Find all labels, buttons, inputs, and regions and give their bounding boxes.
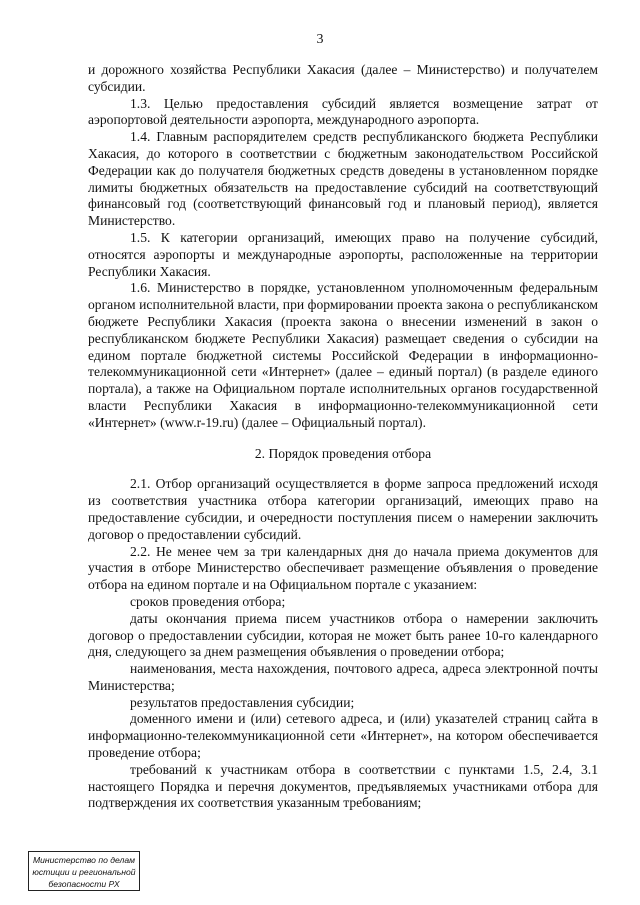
- list-item-results: результатов предоставления субсидии;: [130, 694, 355, 710]
- page-number: 3: [316, 32, 324, 47]
- document-body: [88, 62, 598, 812]
- list-item-domain: доменного имени и (или) сетевого адреса, и (или) указателей страниц сайта в информационно-телекоммуникационной сети «Интернет», на котором обеспечивается проведение отбора;: [88, 711, 598, 761]
- list-item-end-date: даты окончания приема писем участников отбора о намерении заключить договор о предоставлении субсидии, которая не может быть ранее 10-го календарного дня, следующего за днем размещения объявления о проведении отбора;: [88, 610, 598, 660]
- stamp-line-2: юстиции и региональной: [32, 867, 136, 877]
- stamp-line-3: безопасности РХ: [48, 879, 120, 889]
- paragraph-continuation: и дорожного хозяйства Республики Хакасия (далее – Министерство) и получателем субсидии.: [88, 62, 598, 94]
- section-heading: 2. Порядок проведения отбора: [254, 445, 432, 461]
- paragraph-1-5: 1.5. К категории организаций, имеющих право на получение субсидий, относятся аэропорты и международные аэропорты, расположенные на территории Республики Хакасия.: [88, 229, 598, 279]
- paragraph-1-6: 1.6. Министерство в порядке, установленном уполномоченным федеральным органом исполнительной власти, при формировании проекта закона о республиканском бюджете Республики Хакасия (проекта закона о внесении изменений в закон о республиканском бюджете Республики Хакасия) размещает сведения о субсидии на едином портале бюджетной системы Российской Федерации в информационно-телекоммуникационной сети «Интернет» (далее – единый портал) (в разделе единого портала), а также на Официальном портале исполнительных органов государственной власти Республики Хакасия в информационно-телекоммуникационной сети «Интернет» (www.r-19.ru) (далее – Официальный портал).: [88, 280, 598, 430]
- paragraph-2-2: 2.2. Не менее чем за три календарных дня до начала приема документов для участия в отборе Министерство обеспечивает размещение объявления о проведение отбора на едином портале и на Официальном портале с указанием:: [88, 543, 598, 593]
- ministry-stamp: [28, 851, 140, 891]
- list-item-deadlines: сроков проведения отбора;: [130, 593, 286, 609]
- paragraph-2-1: 2.1. Отбор организаций осуществляется в форме запроса предложений исходя из соответствия участника отбора категории организаций, имеющих право на предоставление субсидии, и очередности поступления писем о намерении заключить договор о предоставлении субсидий.: [88, 476, 598, 542]
- list-item-requirements: требований к участникам отбора в соответствии с пунктами 1.5, 2.4, 3.1 настоящего Порядка и перечня документов, предъявляемых участниками отбора для подтверждения их соответствия указанным требованиям;: [88, 761, 598, 811]
- paragraph-1-4: 1.4. Главным распорядителем средств республиканского бюджета Республики Хакасия, до которого в соответствии с бюджетным законодательством Российской Федерации как до получателя бюджетных средств доведены в установленном порядке лимиты бюджетных обязательств на предоставление субсидий на соответствующий финансовый год (соответствующий финансовый год и плановый период), является Министерство.: [88, 129, 598, 229]
- list-item-contacts: наименования, места нахождения, почтового адреса, адреса электронной почты Министерства;: [88, 661, 598, 693]
- paragraph-1-3: 1.3. Целью предоставления субсидий является возмещение затрат от аэропортовой деятельности аэропорта, международного аэропорта.: [88, 95, 598, 128]
- stamp-line-1: Министерство по делам: [32, 855, 136, 865]
